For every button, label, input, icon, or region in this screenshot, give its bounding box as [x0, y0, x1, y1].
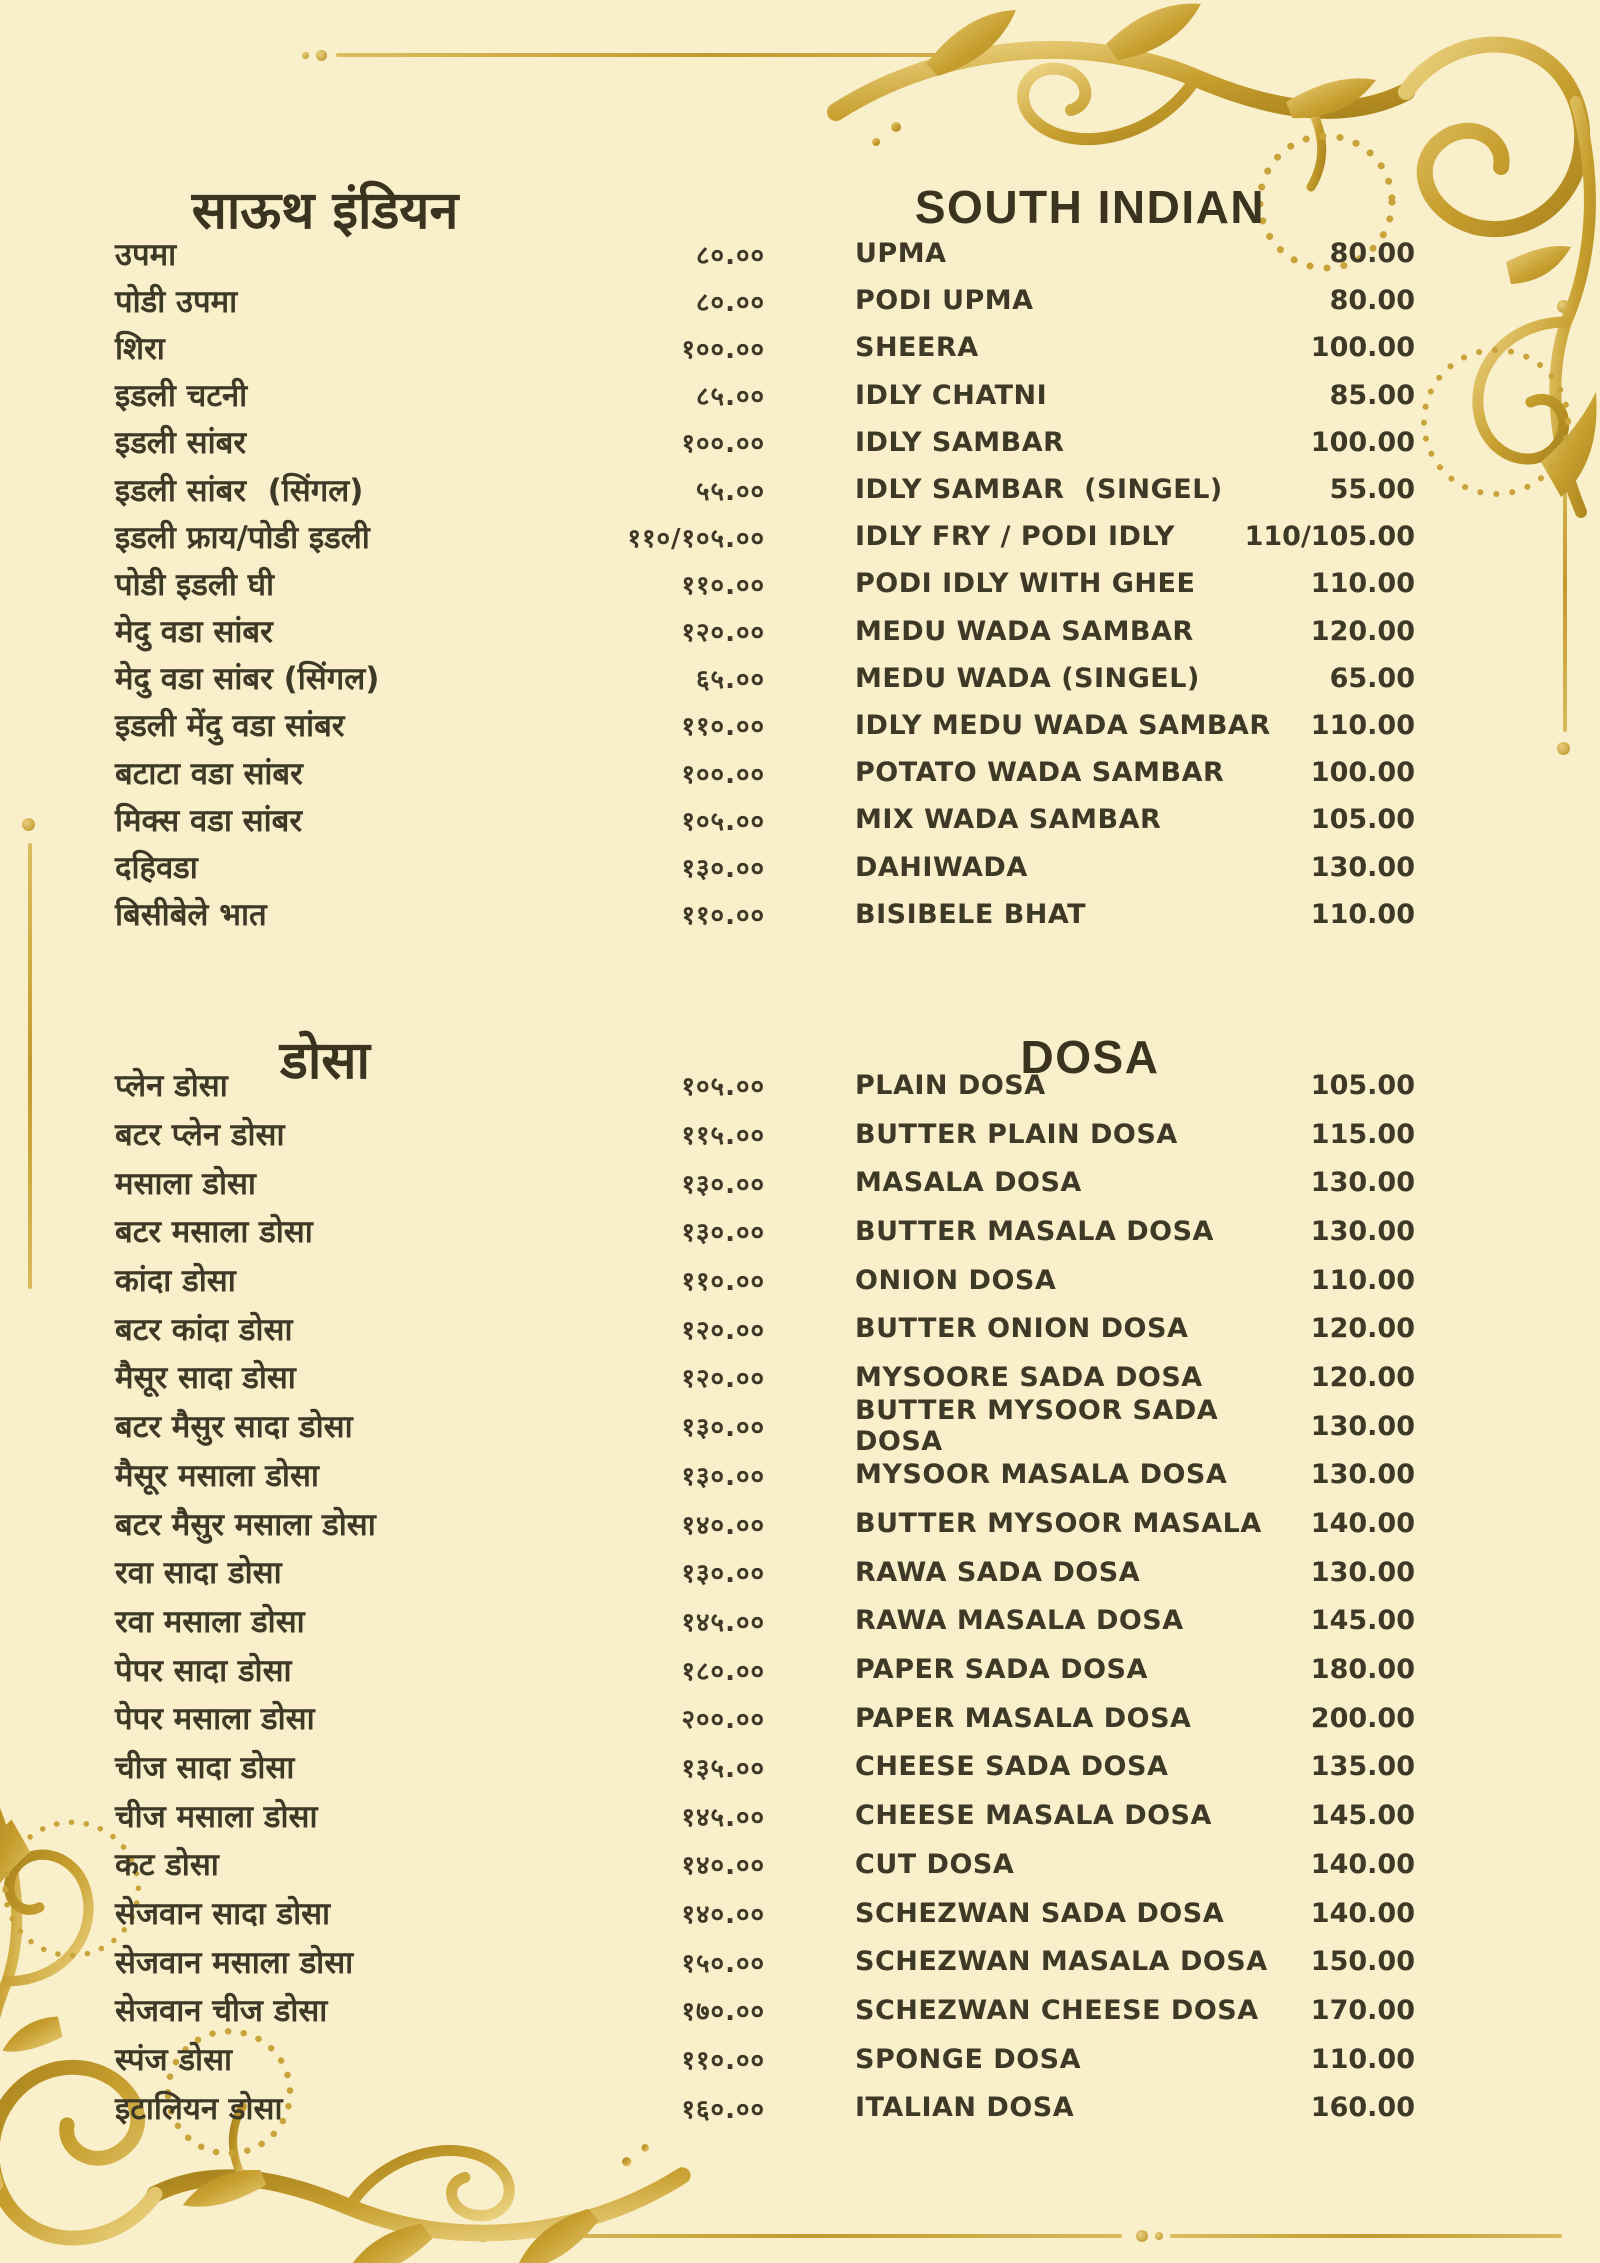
menu-item-price-english: 140.00 [1310, 1848, 1415, 1880]
menu-item-name-english: SCHEZWAN CHEESE DOSA [855, 1994, 1259, 2026]
menu-item-row [115, 372, 765, 419]
menu-item-name-english: MYSOOR MASALA DOSA [855, 1459, 1228, 1491]
menu-item-row [115, 1402, 765, 1451]
menu-item-name-english: IDLY SAMBAR (SINGEL) [855, 474, 1223, 506]
section-title-english-dosa: DOSA [1020, 1031, 1160, 1084]
gold-dot [1113, 52, 1120, 59]
menu-item-price-english: 140.00 [1310, 1508, 1415, 1540]
menu-item-price-english: 55.00 [1329, 474, 1415, 506]
menu-item-name-hindi: पोडी इडली घी [115, 566, 275, 603]
menu-item-price-english: 150.00 [1310, 1946, 1415, 1978]
menu-item-row [855, 1395, 1415, 1458]
menu-item-price-hindi: १७०.०० [681, 1997, 765, 2028]
menu-item-name-hindi: बटर कांदा डोसा [115, 1311, 293, 1348]
menu-item-name-english: IDLY MEDU WADA SAMBAR [855, 709, 1271, 741]
menu-item-row [855, 1937, 1415, 1986]
menu-item-row [855, 843, 1415, 890]
menu-item-price-hindi: १४०.०० [681, 1510, 765, 1541]
menu-item-name-hindi: प्लेन डोसा [115, 1068, 228, 1105]
menu-item-price-hindi: १४५.०० [681, 1802, 765, 1833]
menu-item-price-english: 100.00 [1310, 757, 1415, 789]
menu-item-price-hindi: १६०.०० [681, 2094, 765, 2125]
menu-item-name-hindi: इटालियन डोसा [115, 2090, 283, 2127]
menu-item-price-hindi: १००.०० [681, 759, 765, 790]
menu-item-price-english: 130.00 [1310, 1459, 1415, 1491]
menu-item-name-hindi: पेपर मसाला डोसा [115, 1701, 315, 1738]
menu-item-row [115, 749, 765, 796]
menu-item-name-english: UPMA [855, 238, 947, 270]
menu-item-row [115, 1353, 765, 1402]
menu-item-name-hindi: मसाला डोसा [115, 1165, 256, 1202]
menu-item-row [855, 466, 1415, 513]
menu-item-name-english: SPONGE DOSA [855, 2043, 1081, 2075]
menu-item-name-english: PODI UPMA [855, 285, 1034, 317]
menu-item-price-english: 80.00 [1329, 238, 1415, 270]
menu-item-price-hindi: ११०.०० [681, 570, 765, 601]
english-items-dosa [855, 1061, 1415, 2132]
menu-item-row [855, 2083, 1415, 2132]
menu-item-price-hindi: १४०.०० [681, 1900, 765, 1931]
menu-item-row [855, 608, 1415, 655]
menu-item-row [115, 1986, 765, 2035]
menu-item-name-english: RAWA MASALA DOSA [855, 1605, 1184, 1637]
menu-item-row [855, 1694, 1415, 1743]
gold-dot [462, 2232, 470, 2240]
menu-item-name-english: MIX WADA SAMBAR [855, 804, 1162, 836]
menu-item-price-hindi: १०५.०० [681, 1072, 765, 1103]
menu-item-name-english: BUTTER MYSOOR MASALA [855, 1508, 1262, 1540]
menu-item-row [115, 1937, 765, 1986]
menu-item-name-english: PAPER SADA DOSA [855, 1654, 1148, 1686]
menu-item-name-english: SCHEZWAN SADA DOSA [855, 1897, 1225, 1929]
menu-item-row [115, 1499, 765, 1548]
menu-item-name-english: DAHIWADA [855, 851, 1028, 883]
menu-item-price-english: 120.00 [1310, 1313, 1415, 1345]
menu-item-row [115, 843, 765, 890]
menu-item-row [855, 702, 1415, 749]
menu-item-row [115, 1110, 765, 1159]
menu-item-name-english: ONION DOSA [855, 1264, 1057, 1296]
menu-item-row [115, 513, 765, 560]
menu-item-price-english: 105.00 [1310, 1069, 1415, 1101]
menu-item-price-hindi: १३०.०० [681, 1218, 765, 1249]
menu-item-price-hindi: १२०.०० [681, 1364, 765, 1395]
menu-item-row [855, 1451, 1415, 1500]
menu-item-row [855, 1158, 1415, 1207]
menu-item-price-hindi: १५०.०० [681, 1948, 765, 1979]
menu-item-row [855, 1791, 1415, 1840]
menu-item-name-hindi: स्पंज डोसा [115, 2042, 233, 2079]
menu-item-price-hindi: ११०.०० [681, 712, 765, 743]
gold-dot [316, 50, 327, 61]
menu-item-name-hindi: सेजवान मसाला डोसा [115, 1944, 354, 1981]
menu-item-price-english: 80.00 [1329, 285, 1415, 317]
menu-item-name-english: PODI IDLY WITH GHEE [855, 568, 1196, 600]
menu-item-price-english: 200.00 [1310, 1702, 1415, 1734]
menu-item-row [115, 1743, 765, 1792]
menu-item-name-hindi: चीज सादा डोसा [115, 1749, 295, 1786]
section-title-hindi-south-indian: साऊथ इंडियन [191, 180, 459, 242]
menu-item-price-hindi: ११५.०० [681, 1121, 765, 1152]
hindi-items-dosa [115, 1061, 765, 2132]
menu-item-name-hindi: रवा सादा डोसा [115, 1555, 282, 1592]
menu-item-name-hindi: इडली मेंदु वडा सांबर [115, 708, 345, 745]
menu-item-name-hindi: मेदु वडा सांबर (सिंगल) [115, 661, 380, 698]
menu-item-price-english: 105.00 [1310, 804, 1415, 836]
menu-item-row [855, 1304, 1415, 1353]
menu-item-row [115, 1889, 765, 1938]
menu-item-price-english: 130.00 [1310, 851, 1415, 883]
menu-item-name-hindi: इडली सांबर (सिंगल) [115, 472, 364, 509]
menu-item-row [115, 230, 765, 277]
menu-item-name-hindi: पेपर सादा डोसा [115, 1652, 292, 1689]
menu-item-row [115, 1645, 765, 1694]
menu-item-price-english: 145.00 [1310, 1605, 1415, 1637]
menu-item-name-hindi: उपमा [115, 236, 177, 273]
menu-item-row [855, 372, 1415, 419]
gold-dot [1094, 50, 1105, 61]
menu-item-name-hindi: इडली फ्राय/पोडी इडली [115, 519, 370, 556]
menu-item-row [855, 324, 1415, 371]
menu-item-price-english: 130.00 [1310, 1410, 1415, 1442]
menu-item-name-hindi: बटर मैसुर सादा डोसा [115, 1409, 353, 1446]
menu-item-name-english: SCHEZWAN MASALA DOSA [855, 1946, 1268, 1978]
menu-item-row [115, 608, 765, 655]
menu-item-price-english: 130.00 [1310, 1167, 1415, 1199]
menu-item-row [855, 513, 1415, 560]
menu-item-row [115, 2083, 765, 2132]
menu-item-price-english: 135.00 [1310, 1751, 1415, 1783]
menu-item-row [855, 1889, 1415, 1938]
menu-item-name-english: SHEERA [855, 332, 979, 364]
menu-item-name-english: ITALIAN DOSA [855, 2092, 1075, 2124]
menu-item-name-hindi: मेदु वडा सांबर [115, 614, 273, 651]
menu-item-row [855, 1548, 1415, 1597]
menu-item-name-english: BUTTER MYSOOR SADA DOSA [855, 1395, 1229, 1458]
bottom-gold-rule [1170, 2234, 1562, 2238]
menu-item-price-hindi: ६५.०० [696, 665, 765, 696]
menu-item-row [115, 1256, 765, 1305]
left-gold-rule [28, 843, 32, 1289]
menu-item-price-english: 110/105.00 [1244, 521, 1415, 553]
menu-item-name-english: MYSOORE SADA DOSA [855, 1361, 1203, 1393]
menu-item-row [115, 891, 765, 938]
menu-item-price-english: 100.00 [1310, 426, 1415, 458]
menu-item-price-hindi: १३०.०० [681, 1169, 765, 1200]
menu-item-name-english: MASALA DOSA [855, 1167, 1082, 1199]
menu-item-name-english: CHEESE MASALA DOSA [855, 1800, 1212, 1832]
menu-item-price-hindi: १३०.०० [681, 1413, 765, 1444]
menu-item-name-hindi: चीज मसाला डोसा [115, 1798, 318, 1835]
menu-item-row [115, 560, 765, 607]
menu-item-name-hindi: शिरा [115, 330, 165, 367]
menu-item-price-english: 110.00 [1310, 898, 1415, 930]
gold-dot [477, 2230, 489, 2242]
menu-item-price-hindi: ८५.०० [696, 382, 765, 413]
menu-item-name-english: BISIBELE BHAT [855, 898, 1087, 930]
menu-item-row [855, 1256, 1415, 1305]
menu-item-name-hindi: कट डोसा [115, 1847, 219, 1884]
menu-item-row [115, 655, 765, 702]
menu-item-name-hindi: बटाटा वडा सांबर [115, 755, 303, 792]
gold-dot [1136, 2230, 1148, 2242]
menu-item-name-english: MEDU WADA SAMBAR [855, 615, 1194, 647]
menu-item-name-english: BUTTER MASALA DOSA [855, 1215, 1214, 1247]
menu-item-row [115, 702, 765, 749]
menu-item-name-english: RAWA SADA DOSA [855, 1556, 1141, 1588]
menu-item-row [115, 1207, 765, 1256]
menu-item-row [115, 324, 765, 371]
menu-item-price-hindi: १००.०० [681, 334, 765, 365]
menu-item-row [855, 1645, 1415, 1694]
menu-item-price-hindi: १८०.०० [681, 1656, 765, 1687]
menu-item-row [855, 1207, 1415, 1256]
bottom-gold-rule [498, 2234, 1122, 2238]
menu-item-price-hindi: १०५.०० [681, 806, 765, 837]
menu-item-name-hindi: मैसूर सादा डोसा [115, 1360, 296, 1397]
menu-item-row [115, 2035, 765, 2084]
menu-item-price-english: 145.00 [1310, 1800, 1415, 1832]
hindi-items-south-indian [115, 230, 765, 938]
menu-item-price-hindi: १२०.०० [681, 1315, 765, 1346]
menu-item-name-english: CHEESE SADA DOSA [855, 1751, 1169, 1783]
menu-item-name-english: IDLY FRY / PODI IDLY [855, 521, 1175, 553]
menu-item-row [115, 1304, 765, 1353]
menu-item-price-english: 110.00 [1310, 1264, 1415, 1296]
menu-item-price-english: 115.00 [1310, 1118, 1415, 1150]
menu-item-price-hindi: २००.०० [681, 1705, 765, 1736]
menu-item-row [855, 560, 1415, 607]
menu-item-name-english: IDLY CHATNI [855, 379, 1048, 411]
menu-item-price-english: 100.00 [1310, 332, 1415, 364]
menu-item-name-english: PLAIN DOSA [855, 1069, 1046, 1101]
menu-item-name-hindi: रवा मसाला डोसा [115, 1603, 305, 1640]
menu-item-row [115, 1597, 765, 1646]
menu-item-row [115, 796, 765, 843]
menu-item-name-english: CUT DOSA [855, 1848, 1015, 1880]
menu-item-name-hindi: बटर प्लेन डोसा [115, 1117, 285, 1154]
section-title-hindi-dosa: डोसा [280, 1030, 370, 1092]
gold-dot [302, 52, 309, 59]
menu-item-price-english: 130.00 [1310, 1556, 1415, 1588]
menu-item-row [115, 1158, 765, 1207]
menu-item-row [855, 796, 1415, 843]
menu-item-row [855, 1499, 1415, 1548]
menu-item-name-hindi: इडली सांबर [115, 425, 247, 462]
menu-item-row [115, 1548, 765, 1597]
menu-item-price-hindi: ११०.०० [681, 2046, 765, 2077]
gold-dot [22, 818, 35, 831]
menu-item-price-hindi: १२०.०० [681, 618, 765, 649]
menu-item-price-english: 85.00 [1329, 379, 1415, 411]
menu-item-price-english: 170.00 [1310, 1994, 1415, 2026]
menu-item-row [855, 1061, 1415, 1110]
menu-item-price-english: 130.00 [1310, 1215, 1415, 1247]
menu-item-name-english: IDLY SAMBAR [855, 426, 1065, 458]
menu-item-row [855, 1743, 1415, 1792]
menu-item-name-english: PAPER MASALA DOSA [855, 1702, 1192, 1734]
menu-item-row [115, 466, 765, 513]
menu-item-name-hindi: सेजवान सादा डोसा [115, 1896, 331, 1933]
menu-item-name-hindi: सेजवान चीज डोसा [115, 1993, 328, 2030]
menu-item-name-hindi: मिक्स वडा सांबर [115, 802, 303, 839]
section-title-english-south-indian: SOUTH INDIAN [914, 181, 1266, 234]
menu-item-row [855, 230, 1415, 277]
menu-item-price-hindi: १३५.०० [681, 1753, 765, 1784]
menu-item-price-english: 120.00 [1310, 1361, 1415, 1393]
menu-item-price-english: 110.00 [1310, 2043, 1415, 2075]
menu-item-name-hindi: बटर मैसुर मसाला डोसा [115, 1506, 376, 1543]
menu-item-price-english: 180.00 [1310, 1654, 1415, 1686]
menu-item-row [855, 419, 1415, 466]
english-items-south-indian [855, 230, 1415, 938]
menu-item-row [855, 1597, 1415, 1646]
menu-item-row [855, 2035, 1415, 2084]
gold-dot [1557, 742, 1570, 755]
menu-item-row [115, 1694, 765, 1743]
menu-item-row [855, 749, 1415, 796]
menu-item-price-hindi: ११०.०० [681, 901, 765, 932]
menu-item-row [855, 1110, 1415, 1159]
menu-item-row [855, 1986, 1415, 2035]
menu-item-name-english: BUTTER PLAIN DOSA [855, 1118, 1178, 1150]
menu-item-name-hindi: मैसूर मसाला डोसा [115, 1457, 319, 1494]
menu-item-name-hindi: कांदा डोसा [115, 1263, 236, 1300]
menu-item-row [115, 1840, 765, 1889]
gold-dot [1557, 300, 1570, 313]
menu-item-price-hindi: १३०.०० [681, 1461, 765, 1492]
menu-item-price-english: 120.00 [1310, 615, 1415, 647]
menu-item-price-hindi: ५५.०० [696, 476, 765, 507]
gold-dot [1155, 2232, 1163, 2240]
menu-item-name-hindi: पोडी उपमा [115, 283, 238, 320]
menu-item-price-english: 110.00 [1310, 709, 1415, 741]
menu-item-row [115, 277, 765, 324]
menu-item-price-hindi: ११०.०० [681, 1267, 765, 1298]
menu-item-name-english: POTATO WADA SAMBAR [855, 757, 1225, 789]
menu-item-row [855, 1840, 1415, 1889]
menu-item-row [115, 1791, 765, 1840]
menu-item-name-hindi: बिसीबेले भात [115, 897, 267, 934]
menu-item-price-english: 110.00 [1310, 568, 1415, 600]
menu-item-row [855, 655, 1415, 702]
menu-item-row [855, 891, 1415, 938]
menu-item-price-english: 65.00 [1329, 662, 1415, 694]
menu-item-name-english: BUTTER ONION DOSA [855, 1313, 1189, 1345]
menu-item-price-hindi: ११०/१०५.०० [627, 523, 765, 554]
menu-item-row [115, 1451, 765, 1500]
menu-item-row [115, 1061, 765, 1110]
menu-item-row [855, 277, 1415, 324]
menu-item-price-english: 160.00 [1310, 2092, 1415, 2124]
menu-item-price-hindi: १४०.०० [681, 1851, 765, 1882]
menu-item-price-hindi: ८०.०० [696, 287, 765, 318]
menu-item-name-hindi: इडली चटनी [115, 378, 248, 415]
menu-item-row [115, 419, 765, 466]
right-gold-rule [1563, 436, 1567, 732]
menu-item-price-hindi: १३०.०० [681, 1559, 765, 1590]
menu-item-price-hindi: १४५.०० [681, 1607, 765, 1638]
menu-item-name-english: MEDU WADA (SINGEL) [855, 662, 1200, 694]
menu-item-price-hindi: १३०.०० [681, 854, 765, 885]
menu-item-price-english: 140.00 [1310, 1897, 1415, 1929]
menu-item-price-hindi: ८०.०० [696, 240, 765, 271]
menu-item-name-hindi: दहिवडा [115, 850, 198, 887]
menu-item-price-hindi: १००.०० [681, 429, 765, 460]
menu-item-name-hindi: बटर मसाला डोसा [115, 1214, 313, 1251]
top-gold-rule [336, 53, 1082, 57]
